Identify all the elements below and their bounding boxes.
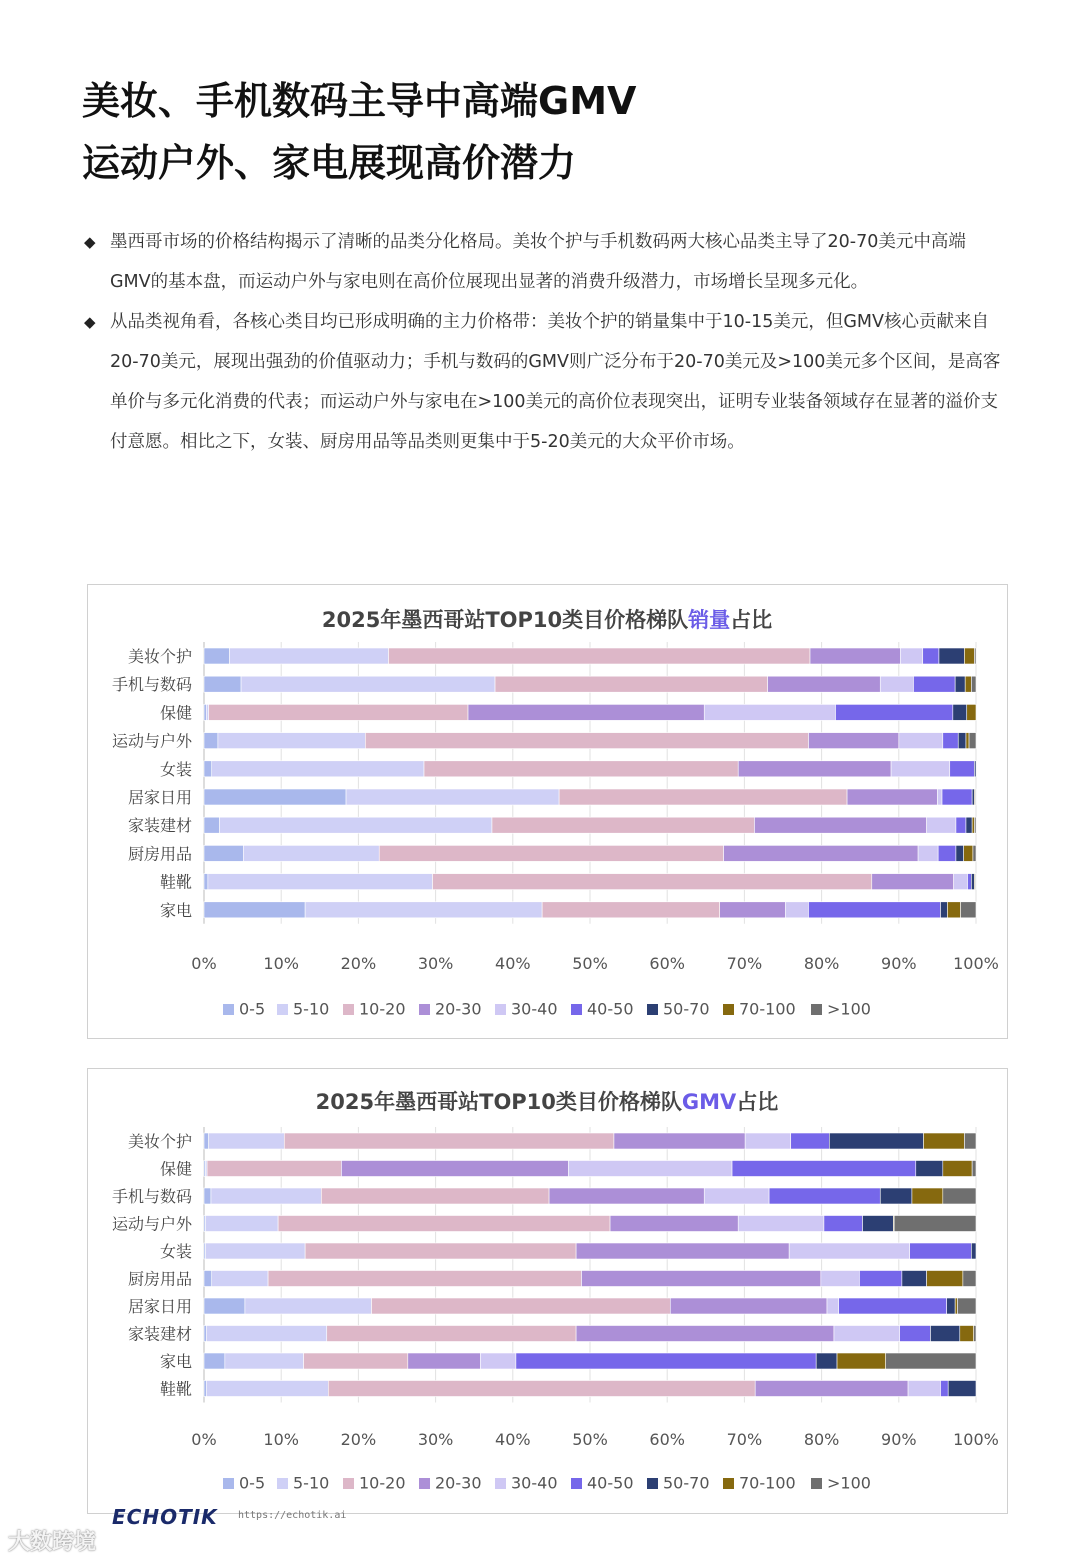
- echotik-logo: ECHOTIK: [112, 1505, 218, 1529]
- bar-segment: [204, 733, 218, 749]
- bar-segment: [943, 1161, 972, 1177]
- bar-segment: [971, 1243, 976, 1259]
- bar-segment: [576, 1326, 834, 1342]
- bar-segment: [954, 874, 968, 890]
- chart-sales-price-tier: [88, 585, 1007, 1038]
- legend-label: 0-5: [239, 999, 266, 1019]
- bar-segment: [834, 1326, 900, 1342]
- bar-segment: [206, 1216, 279, 1232]
- bar-segment: [924, 1133, 965, 1149]
- bar-segment: [972, 817, 974, 833]
- bar-segment: [927, 817, 956, 833]
- bar-segment: [328, 1381, 755, 1397]
- bar-segment: [568, 1161, 732, 1177]
- bar-segment: [956, 817, 966, 833]
- bar-segment: [930, 1326, 959, 1342]
- bar-segment: [966, 733, 969, 749]
- x-tick-label: 10%: [263, 954, 299, 973]
- bar-segment: [218, 733, 365, 749]
- legend-swatch: [277, 1478, 288, 1489]
- x-tick-label: 30%: [417, 954, 454, 973]
- bar-segment: [880, 1188, 912, 1204]
- bar-segment: [966, 817, 972, 833]
- bar-segment: [204, 1133, 209, 1149]
- bar-segment: [212, 1271, 268, 1287]
- bar-segment: [958, 733, 966, 749]
- category-label: 女装: [159, 759, 192, 779]
- legend-label: 40-50: [587, 999, 634, 1019]
- x-tick-label: 100%: [953, 1430, 999, 1449]
- legend-label: 0-5: [239, 1473, 266, 1493]
- bar-segment: [610, 1216, 738, 1232]
- bar-segment: [212, 761, 424, 777]
- bar-segment: [433, 874, 872, 890]
- legend-swatch: [277, 1004, 288, 1015]
- category-label: 手机与数码: [111, 675, 192, 695]
- chart-title-highlight: GMV: [681, 1090, 737, 1114]
- bar-segment: [206, 704, 208, 720]
- legend-swatch: [811, 1478, 822, 1489]
- bar-segment: [209, 1133, 285, 1149]
- x-tick-label: 30%: [417, 1430, 454, 1449]
- category-label: 家电: [159, 900, 192, 920]
- bar-segment: [975, 874, 976, 890]
- bar-segment: [964, 1133, 976, 1149]
- category-label: 美妆个护: [127, 647, 192, 666]
- bar-segment: [937, 789, 942, 805]
- category-label: 居家日用: [127, 788, 192, 807]
- bar-segment: [468, 704, 704, 720]
- legend-swatch: [223, 1004, 234, 1015]
- bar-segment: [973, 845, 976, 861]
- bar-segment: [732, 1161, 916, 1177]
- chart-title: [316, 1090, 779, 1114]
- legend-swatch: [343, 1004, 354, 1015]
- watermark: 大数跨境: [8, 1530, 97, 1555]
- legend-label: 20-30: [435, 1473, 482, 1493]
- legend-swatch: [419, 1478, 430, 1489]
- category-label: 保健: [159, 703, 192, 723]
- bar-segment: [204, 676, 241, 692]
- page-title-line-2: 运动户外、家电展现高价潜力: [82, 141, 577, 185]
- bar-segment: [916, 1161, 943, 1177]
- bar-segment: [204, 874, 208, 890]
- bar-segment: [827, 1298, 839, 1314]
- legend-label: 70-100: [739, 999, 796, 1019]
- bar-segment: [245, 1298, 372, 1314]
- chart-title-highlight: 销量: [688, 608, 731, 632]
- bar-segment: [304, 1353, 408, 1369]
- legend-label: 50-70: [663, 1473, 710, 1493]
- x-tick-label: 80%: [803, 1430, 840, 1449]
- x-tick-label: 0%: [191, 1430, 217, 1449]
- bar-segment: [975, 789, 976, 805]
- legend-label: 70-100: [739, 1473, 796, 1493]
- category-label: 厨房用品: [127, 1269, 192, 1289]
- bar-segment: [910, 1243, 972, 1259]
- x-tick-label: 20%: [340, 1430, 377, 1449]
- bar-segment: [791, 1133, 830, 1149]
- legend-swatch: [495, 1478, 506, 1489]
- chart-gmv-price-tier: [88, 1069, 1007, 1513]
- bar-segment: [974, 817, 976, 833]
- chart-panel-gmv: [87, 1068, 1008, 1514]
- category-label: 家装建材: [127, 1324, 192, 1344]
- bar-segment: [278, 1216, 610, 1232]
- x-tick-label: 10%: [263, 1430, 299, 1449]
- bar-segment: [955, 676, 965, 692]
- bar-segment: [974, 1326, 976, 1342]
- bar-segment: [211, 1188, 321, 1204]
- bar-segment: [880, 676, 913, 692]
- bar-segment: [204, 845, 243, 861]
- diamond-bullet-icon: ◆: [84, 313, 96, 331]
- footer-url: https://echotik.ai: [238, 1510, 347, 1521]
- bar-segment: [219, 817, 492, 833]
- bullet-text: 墨西哥市场的价格结构揭示了清晰的品类分化格局。美妆个护与手机数码两大核心品类主导了20-70美元中高端GMV的基本盘，而运动户外与家电则在高价位展现出显著的消费升级潜力，市场增长呈现多元化。: [110, 232, 966, 292]
- chart-title-prefix: 2025年墨西哥站TOP10类目价格梯队: [315, 1090, 682, 1114]
- chart-title-suffix: 占比: [730, 608, 773, 632]
- category-label: 美妆个护: [127, 1132, 192, 1151]
- legend-swatch: [343, 1478, 354, 1489]
- bar-segment: [724, 845, 919, 861]
- bar-segment: [940, 902, 947, 918]
- bar-segment: [341, 1161, 568, 1177]
- bar-segment: [755, 1381, 908, 1397]
- bar-segment: [810, 648, 900, 664]
- bar-segment: [754, 817, 926, 833]
- page-title-line-1: 美妆、手机数码主导中高端GMV: [82, 79, 637, 123]
- bar-segment: [408, 1353, 481, 1369]
- bar-segment: [204, 902, 305, 918]
- x-tick-label: 50%: [572, 1430, 608, 1449]
- bar-segment: [886, 1353, 976, 1369]
- legend-label: 50-70: [663, 999, 710, 1019]
- bar-segment: [576, 1243, 789, 1259]
- bar-segment: [953, 704, 967, 720]
- bar-segment: [208, 874, 433, 890]
- legend-swatch: [647, 1478, 658, 1489]
- bar-segment: [960, 1326, 974, 1342]
- bar-segment: [899, 733, 943, 749]
- bar-segment: [971, 874, 974, 890]
- bar-segment: [204, 1381, 206, 1397]
- legend-swatch: [571, 1478, 582, 1489]
- bar-segment: [582, 1271, 821, 1287]
- bar-segment: [974, 648, 976, 664]
- bar-segment: [912, 1188, 943, 1204]
- bar-segment: [913, 676, 955, 692]
- legend-label: 30-40: [511, 1473, 558, 1493]
- bar-segment: [389, 648, 811, 664]
- category-label: 运动与户外: [111, 1214, 192, 1234]
- bar-segment: [225, 1353, 304, 1369]
- bar-segment: [542, 902, 720, 918]
- bar-segment: [365, 733, 808, 749]
- x-tick-label: 100%: [953, 954, 999, 973]
- bar-segment: [971, 676, 976, 692]
- bar-segment: [204, 1188, 211, 1204]
- bar-segment: [241, 676, 495, 692]
- bar-segment: [670, 1298, 827, 1314]
- bullet-item: [84, 222, 1004, 302]
- x-tick-label: 0%: [191, 954, 217, 973]
- x-tick-label: 50%: [572, 954, 608, 973]
- bar-segment: [964, 845, 973, 861]
- page-title: [82, 70, 982, 194]
- bar-segment: [947, 1298, 955, 1314]
- bar-segment: [918, 845, 938, 861]
- bar-segment: [821, 1271, 860, 1287]
- bullet-list: [84, 222, 1004, 462]
- bar-segment: [204, 1353, 225, 1369]
- bar-segment: [972, 1161, 976, 1177]
- x-tick-label: 20%: [340, 954, 377, 973]
- bar-segment: [614, 1133, 745, 1149]
- bar-segment: [900, 648, 922, 664]
- legend-swatch: [723, 1478, 734, 1489]
- legend-label: 5-10: [293, 999, 330, 1019]
- legend-swatch: [811, 1004, 822, 1015]
- x-tick-label: 90%: [881, 954, 917, 973]
- bar-segment: [947, 902, 960, 918]
- bar-segment: [738, 761, 891, 777]
- bar-segment: [704, 1188, 769, 1204]
- legend-label: 40-50: [587, 1473, 634, 1493]
- bar-segment: [965, 676, 971, 692]
- bar-segment: [816, 1353, 837, 1369]
- bar-segment: [424, 761, 738, 777]
- legend-swatch: [495, 1004, 506, 1015]
- bar-segment: [204, 789, 346, 805]
- bar-segment: [891, 761, 950, 777]
- legend-swatch: [223, 1478, 234, 1489]
- bar-segment: [942, 789, 972, 805]
- bar-segment: [808, 902, 940, 918]
- bar-segment: [967, 704, 976, 720]
- bar-segment: [492, 817, 754, 833]
- bar-segment: [549, 1188, 704, 1204]
- bar-segment: [738, 1216, 824, 1232]
- bar-segment: [847, 789, 937, 805]
- bar-segment: [559, 789, 847, 805]
- bar-segment: [305, 902, 542, 918]
- legend-swatch: [419, 1004, 430, 1015]
- bar-segment: [969, 733, 976, 749]
- bar-segment: [284, 1133, 614, 1149]
- bar-segment: [950, 761, 975, 777]
- category-label: 厨房用品: [127, 844, 192, 864]
- legend-label: 10-20: [359, 999, 406, 1019]
- bar-segment: [968, 874, 972, 890]
- bar-segment: [268, 1271, 581, 1287]
- category-label: 女装: [159, 1242, 192, 1261]
- bar-segment: [835, 704, 952, 720]
- bar-segment: [206, 1326, 326, 1342]
- x-tick-label: 70%: [726, 954, 763, 973]
- bar-segment: [206, 1381, 328, 1397]
- bar-segment: [824, 1216, 863, 1232]
- bar-segment: [923, 648, 939, 664]
- bar-segment: [372, 1298, 671, 1314]
- bar-segment: [974, 761, 976, 777]
- bar-segment: [769, 1188, 880, 1204]
- chart-title-prefix: 2025年墨西哥站TOP10类目价格梯队: [321, 608, 689, 632]
- bar-segment: [963, 1271, 976, 1287]
- bar-segment: [204, 648, 229, 664]
- bar-segment: [859, 1271, 901, 1287]
- bar-segment: [956, 845, 964, 861]
- bar-segment: [204, 1298, 245, 1314]
- bar-segment: [839, 1298, 947, 1314]
- bar-segment: [894, 1216, 976, 1232]
- category-label: 家电: [159, 1352, 192, 1371]
- bar-segment: [964, 648, 974, 664]
- bar-segment: [789, 1243, 909, 1259]
- bar-segment: [516, 1353, 816, 1369]
- bar-segment: [480, 1353, 516, 1369]
- bar-segment: [243, 845, 379, 861]
- bar-segment: [900, 1326, 931, 1342]
- bar-segment: [940, 1381, 948, 1397]
- bullet-text: 从品类视角看，各核心类目均已形成明确的主力价格带：美妆个护的销量集中于10-15美元，但GMV核心贡献来自20-70美元，展现出强劲的价值驱动力；手机与数码的GMV则广泛分布于20-70美元及>100美元多个区间，是高客单价与多元化消费的代表；而运动户外与家电在>100美元的高价位表现突出，证明专业装备领域存在显著的溢价支付意愿。相比之下，女装、厨房用品等品类则更集中于5-20美元的大众平价市场。: [110, 312, 1001, 452]
- bar-segment: [204, 817, 219, 833]
- x-tick-label: 40%: [495, 954, 531, 973]
- bar-segment: [495, 676, 768, 692]
- legend-label: 20-30: [435, 999, 482, 1019]
- legend-label: 10-20: [359, 1473, 406, 1493]
- legend-label: >100: [827, 999, 871, 1019]
- bar-segment: [229, 648, 388, 664]
- bar-segment: [305, 1243, 576, 1259]
- bar-segment: [204, 761, 212, 777]
- category-label: 保健: [159, 1159, 192, 1179]
- chart-panel-sales: [87, 584, 1008, 1039]
- category-label: 鞋靴: [159, 872, 192, 892]
- bar-segment: [957, 1298, 976, 1314]
- bar-segment: [768, 676, 881, 692]
- bar-segment: [902, 1271, 927, 1287]
- category-label: 居家日用: [127, 1297, 192, 1316]
- x-tick-label: 80%: [803, 954, 840, 973]
- x-tick-label: 70%: [726, 1430, 763, 1449]
- bar-segment: [938, 845, 956, 861]
- bar-segment: [745, 1133, 791, 1149]
- bar-segment: [204, 1326, 206, 1342]
- legend-swatch: [723, 1004, 734, 1015]
- bar-segment: [863, 1216, 894, 1232]
- bullet-item: [84, 302, 1004, 462]
- chart-title: [322, 608, 772, 632]
- legend-label: 5-10: [293, 1473, 330, 1493]
- bar-segment: [720, 902, 786, 918]
- x-tick-label: 90%: [881, 1430, 917, 1449]
- bar-segment: [943, 1188, 976, 1204]
- bar-segment: [829, 1133, 923, 1149]
- x-tick-label: 60%: [649, 954, 685, 973]
- x-tick-label: 60%: [649, 1430, 685, 1449]
- bar-segment: [206, 1243, 306, 1259]
- bar-segment: [927, 1271, 963, 1287]
- legend-swatch: [647, 1004, 658, 1015]
- chart-title-suffix: 占比: [736, 1090, 779, 1114]
- bar-segment: [346, 789, 559, 805]
- bar-segment: [785, 902, 808, 918]
- bar-segment: [943, 733, 958, 749]
- bar-segment: [948, 1381, 976, 1397]
- bar-segment: [955, 1298, 957, 1314]
- bar-segment: [207, 1161, 341, 1177]
- legend-label: 30-40: [511, 999, 558, 1019]
- bar-segment: [379, 845, 723, 861]
- bar-segment: [808, 733, 898, 749]
- bar-segment: [961, 902, 976, 918]
- bar-segment: [327, 1326, 576, 1342]
- x-tick-label: 40%: [495, 1430, 531, 1449]
- bar-segment: [204, 704, 206, 720]
- bar-segment: [939, 648, 964, 664]
- category-label: 手机与数码: [111, 1187, 192, 1206]
- legend-label: >100: [827, 1473, 871, 1493]
- bar-segment: [837, 1353, 886, 1369]
- diamond-bullet-icon: ◆: [84, 233, 96, 251]
- bar-segment: [704, 704, 835, 720]
- category-label: 家装建材: [127, 816, 192, 836]
- bar-segment: [908, 1381, 940, 1397]
- bar-segment: [872, 874, 954, 890]
- legend-swatch: [571, 1004, 582, 1015]
- bar-segment: [209, 704, 468, 720]
- bar-segment: [321, 1188, 549, 1204]
- bar-segment: [204, 1271, 212, 1287]
- category-label: 运动与户外: [111, 731, 192, 751]
- bar-segment: [972, 789, 974, 805]
- category-label: 鞋靴: [159, 1379, 192, 1399]
